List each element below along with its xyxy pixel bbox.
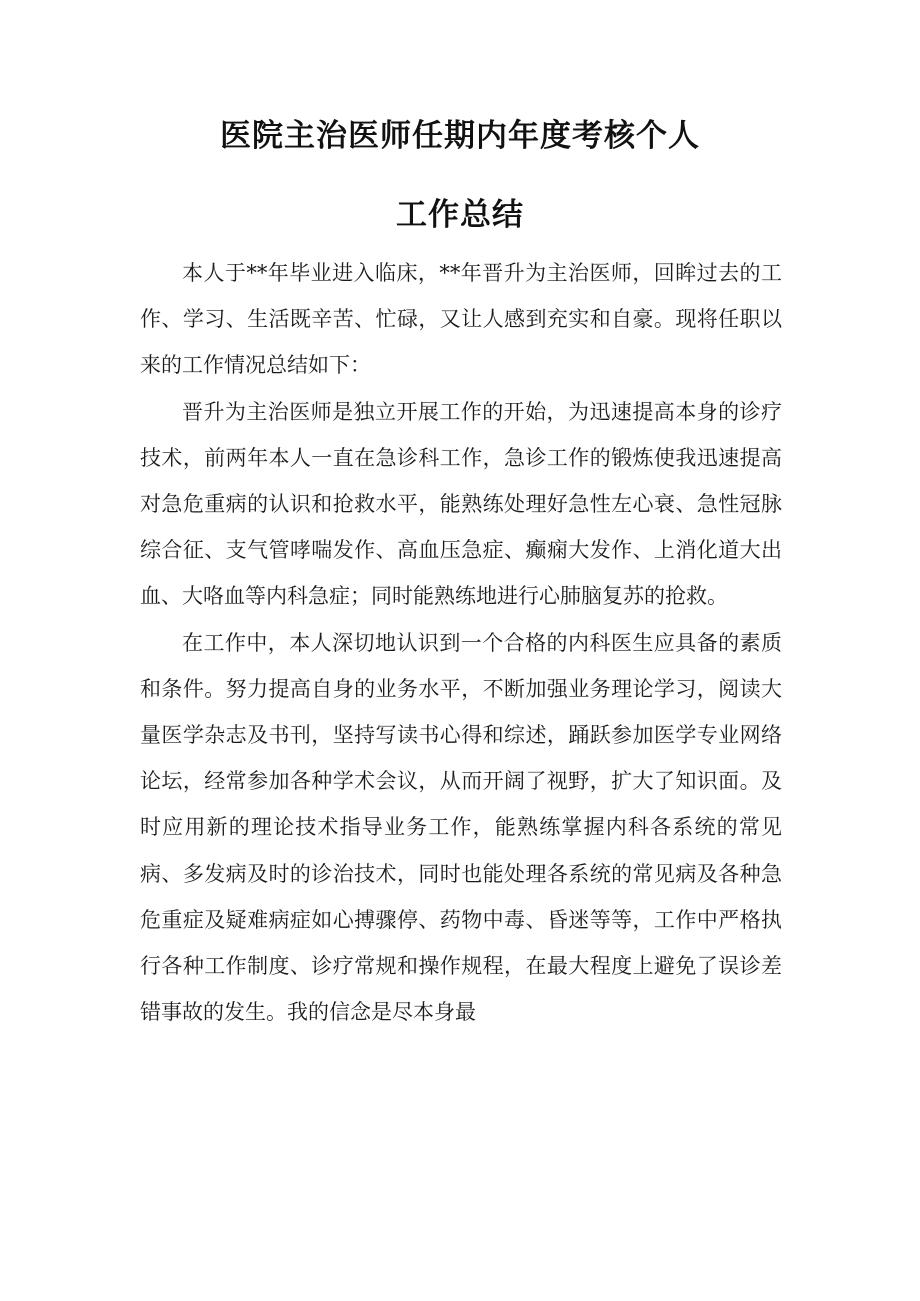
paragraph-professional-study: 在工作中，本人深切地认识到一个合格的内科医生应具备的素质和条件。努力提高自身的业务水平，不断加强业务理论学习，阅读大量医学杂志及书刊，坚持写读书心得和综述，踊跃参加医学专业网络论坛，经常参加各种学术会议，从而开阔了视野，扩大了知识面。及时应用新的理论技术指导业务工作，能熟练掌握内科各系统的常见病、多发病及时的诊治技术，同时也能处理各系统的常见病及各种急危重症及疑难病症如心搏骤停、药物中毒、昏迷等等，工作中严格执行各种工作制度、诊疗常规和操作规程，在最大程度上避免了误诊差错事故的发生。我的信念是尽本身最 (140, 630, 782, 1025)
document-title-line-1: 医院主治医师任期内年度考核个人 (220, 118, 700, 154)
document-title-line-2: 工作总结 (396, 197, 524, 233)
paragraph-emergency-work: 晋升为主治医师是独立开展工作的开始，为迅速提高本身的诊疗技术，前两年本人一直在急诊科工作，急诊工作的锻炼使我迅速提高对急危重病的认识和抢救水平，能熟练处理好急性左心衰、急性冠脉综合征、支气管哮喘发作、高血压急症、癫痫大发作、上消化道大出血、大咯血等内科急症；同时能熟练地进行心肺脑复苏的抢救。 (140, 399, 782, 609)
paragraph-intro: 本人于**年毕业进入临床，**年晋升为主治医师，回眸过去的工作、学习、生活既辛苦、忙碌，又让人感到充实和自豪。现将任职以来的工作情况总结如下： (140, 261, 782, 378)
document-body (140, 250, 782, 1035)
